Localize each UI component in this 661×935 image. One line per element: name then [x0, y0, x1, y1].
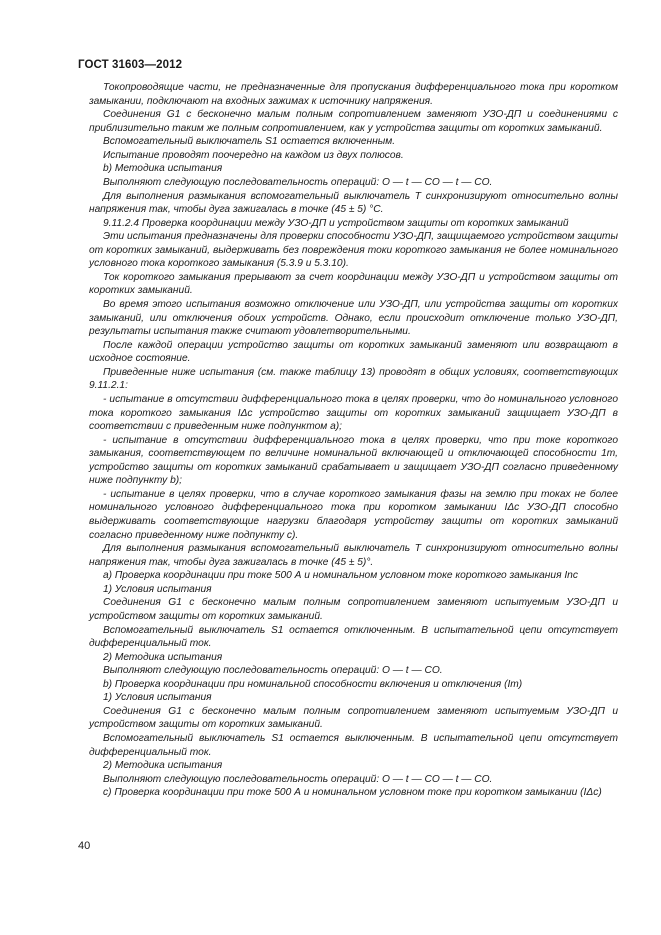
- paragraph: Вспомогательный выключатель S1 остается выключенным. В испытательной цепи отсутствует дифференциальный ток.: [89, 733, 618, 758]
- page-number: 40: [78, 840, 91, 852]
- subheading: 1) Условия испытания: [103, 692, 212, 704]
- paragraph: Приведенные ниже испытания (см. также таблицу 13) проводят в общих условиях, соответствующих 9.11.2.1:: [89, 366, 618, 392]
- paragraph: Ток короткого замыкания прерывают за счет координации между УЗО-ДП и устройством защиты от коротких замыканий.: [89, 271, 618, 297]
- list-item: - испытание в отсутствии дифференциального тока в целях проверки, что до номинального условного тока короткого замыкания IΔc устройство защиты от коротких замыканий защищает УЗО-ДП в соответствии с приведенным ниже подпунктом а);: [89, 393, 618, 433]
- subheading: с) Проверка координации при токе 500 А и номинальном условном токе при коротком замыкании (IΔc): [103, 787, 602, 799]
- paragraph: Соединения G1 с бесконечно малым полным сопротивлением заменяют УЗО-ДП и соединениями с приблизительно таким же полным сопротивлением, как у устройства защиты от коротких замыканий.: [89, 109, 618, 134]
- paragraph: Вспомогательный выключатель S1 остается отключенным. В испытательной цепи отсутствует дифференциальный ток.: [89, 624, 618, 650]
- list-item: - испытание в целях проверки, что в случае короткого замыкания фазы на землю при токах не более номинального условного дифференциального тока при коротком замыкании IΔc УЗО-ДП способно выдерживать соответствующие нагрузки благодаря устройству защиты от коротких замыканий согласно приведенному ниже подпункту с).: [89, 488, 618, 541]
- subheading: 2) Методика испытания: [103, 651, 223, 663]
- paragraph: Во время этого испытания возможно отключение или УЗО-ДП, или устройства защиты от коротких замыканий, или отключения обоих устройств. Однако, если происходит отключение только УЗО-ДП, результаты испытания также считают удовлетворительными.: [89, 299, 618, 338]
- paragraph: Выполняют следующую последовательность операций: O — t — CO — t — CO.: [103, 176, 493, 188]
- paragraph: Испытание проводят поочередно на каждом из двух полюсов.: [103, 149, 404, 161]
- paragraph: Выполняют следующую последовательность операций: O — t — CO.: [103, 665, 443, 677]
- paragraph: Соединения G1 с бесконечно малым полным сопротивлением заменяют испытуемым УЗО-ДП и устройством защиты от коротких замыканий.: [89, 705, 618, 731]
- paragraph: Для выполнения размыкания вспомогательный выключатель T синхронизируют относительно волны напряжения так, чтобы дуга зажигалась в точке (45 ± 5) °С.: [89, 190, 618, 216]
- paragraph: Соединения G1 с бесконечно малым полным сопротивлением заменяют испытуемым УЗО-ДП и устройством защиты от коротких замыканий.: [89, 597, 618, 622]
- subheading: b) Проверка координации при номинальной способности включения и отключения (Im): [103, 678, 523, 690]
- subheading: 1) Условия испытания: [103, 583, 212, 595]
- paragraph: Токопроводящие части, не предназначенные для пропускания дифференциального тока при коротком замыкании, подключают на входных зажимах к источнику напряжения.: [89, 82, 618, 107]
- subheading: 2) Методика испытания: [103, 760, 223, 772]
- paragraph: Для выполнения размыкания вспомогательный выключатель T синхронизируют относительно волны напряжения так, чтобы дуга зажигалась в точке (45 ± 5)°.: [89, 543, 618, 568]
- document-header: ГОСТ 31603—2012: [78, 59, 183, 71]
- subheading: а) Проверка координации при токе 500 А и номинальном условном токе короткого замыкания Inc: [103, 570, 578, 582]
- paragraph: Вспомогательный выключатель S1 остается включенным.: [103, 136, 396, 148]
- paragraph: Эти испытания предназначены для проверки способности УЗО-ДП, защищаемого устройством защиты от коротких замыканий, выдерживать без повреждения токи короткого замыкания не более номинального условного тока короткого замыкания (5.3.9 и 5.3.10).: [89, 231, 618, 270]
- subheading: b) Методика испытания: [103, 163, 223, 175]
- paragraph: Выполняют следующую последовательность операций: O — t — CO — t — CO.: [103, 773, 493, 785]
- document-body: [89, 81, 618, 800]
- list-item: - испытание в отсутствии дифференциального тока в целях проверки, что при токе короткого замыкания, соответствующем по величине номинальной включающей и отключающей способности 1т, устройство защиты от коротких замыканий срабатывает и защищает УЗО-ДП согласно приведенному ниже подпункту b);: [89, 434, 618, 487]
- section-heading: 9.11.2.4 Проверка координации между УЗО-ДП и устройством защиты от коротких замыканий: [103, 217, 569, 229]
- paragraph: После каждой операции устройство защиты от коротких замыканий заменяют или возвращают в исходное состояние.: [89, 339, 618, 365]
